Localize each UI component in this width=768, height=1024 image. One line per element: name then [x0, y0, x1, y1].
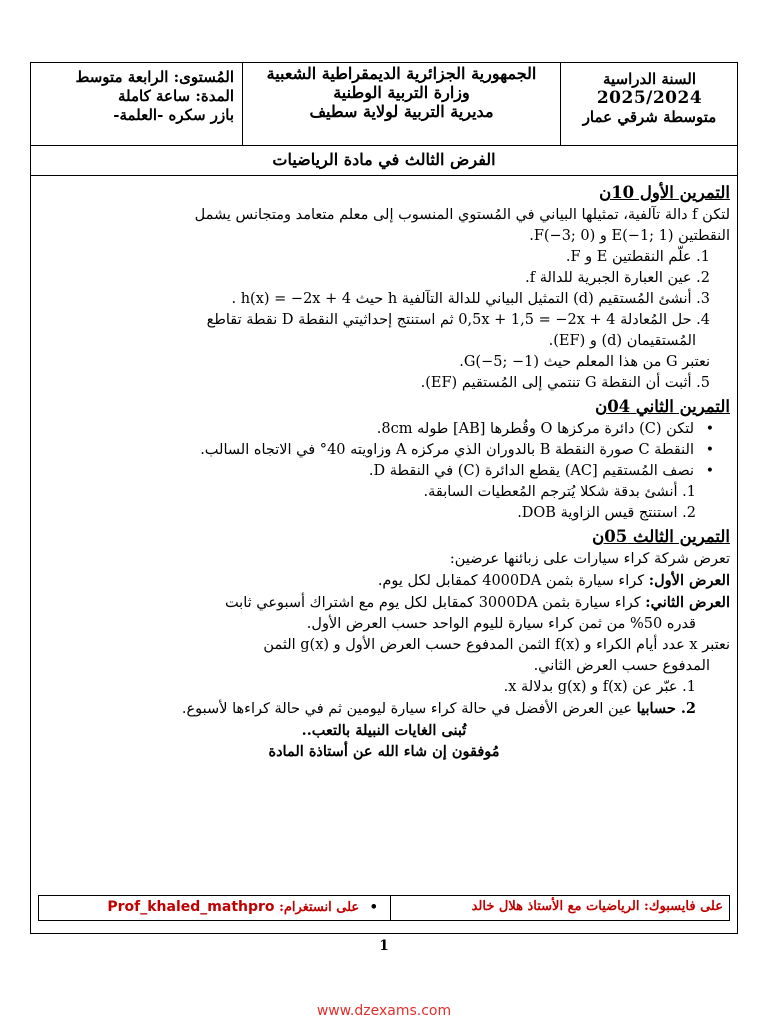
exercise-1-title: التمرين الأول 10ن [599, 183, 730, 202]
closing-quote: تُبنى الغايات النبيلة بالتعب.. [301, 722, 467, 739]
ex3-offer-2-text: كراء سيارة بثمن 3000DA كمقابل لكل يوم مع اشتراك أسبوعي ثابت [224, 595, 641, 611]
instagram-label: على انستغرام: [279, 900, 360, 915]
site-watermark[interactable]: www.dzexams.com [316, 1003, 452, 1019]
ex1-note: نعتبر G من هذا المعلم حيث G(−5; −1). [459, 354, 710, 370]
header-level-info [30, 62, 242, 145]
header-ministry-info [242, 62, 560, 145]
ex3-note: نعتبر x عدد أيام الكراء و f(x) الثمن المدفوع حسب العرض الأول و g(x) الثمن [263, 637, 730, 653]
ex1-intro-points: النقطتين E(−1; 1) و F(−3; 0). [529, 228, 730, 244]
exam-content [38, 180, 730, 762]
ex3-offer-1-text: كراء سيارة بثمن 4000DA كمقابل لكل يوم. [377, 573, 645, 589]
ex1-question-4: 4. حل المُعادلة 0,5x + 1,5 = −2x + 4 ثم استنتج إحداثيتي النقطة D نقطة تقاطع [206, 312, 710, 328]
ex3-question-2-label: 2. حسابيا [636, 700, 696, 717]
school-year: 2025/2024 [596, 88, 703, 108]
ex1-question-3: 3. أنشئ المُستقيم (d) التمثيل البياني للدالة التآلفية h حيث h(x) = −2x + 4 . [231, 291, 710, 307]
header-school-info [560, 62, 738, 145]
ex3-offer-1-label: العرض الأول: [648, 572, 730, 589]
ex2-question-2: 2. استنتج قيس الزاوية DOB. [517, 505, 696, 521]
page-number: 1 [379, 938, 389, 954]
ex1-question-1: 1. علّم النقطتين E و F. [565, 249, 710, 265]
school-year-label: السنة الدراسية [602, 70, 697, 88]
ex3-question-2-text: عين العرض الأفضل في حالة كراء سيارة ليومين ثم في حالة كراءها لأسبوع. [181, 701, 633, 717]
ex3-offer-2-label: العرض الثاني: [645, 594, 730, 611]
republic-name: الجمهورية الجزائرية الديمقراطية الشعبية [266, 64, 537, 83]
ex2-bullet-3: • نصف المُستقيم [AC) يقطع الدائرة (C) في النقطة D. [38, 461, 730, 482]
exercise-3-title: التمرين الثالث 05ن [592, 527, 730, 546]
ex1-intro: لتكن f دالة تآلفية، تمثيلها البياني في المُستوي المنسوب إلى معلم متعامد ومتجانس يشمل [194, 207, 730, 223]
closing-wish: مُوفقون إن شاء الله عن أستاذة المادة [268, 743, 500, 760]
ex2-bullet-2: • النقطة C صورة النقطة B بالدوران الذي مركزه A وزاويته 40° في الاتجاه السالب. [38, 440, 730, 461]
level-label: المُستوى: الرابعة متوسط [75, 68, 234, 86]
ex3-question-1: 1. عبّر عن f(x) و g(x) بدلالة x. [503, 679, 696, 695]
facebook-credit: على فايسبوك: الرياضيات مع الأستاذ هلال خالد [390, 896, 729, 920]
instagram-handle: Prof_khaled_mathpro [107, 899, 275, 915]
location-label: بازر سكره -العلمة- [113, 106, 234, 124]
directorate-name: مديرية التربية لولاية سطيف [309, 102, 494, 121]
ministry-name: وزارة التربية الوطنية [333, 83, 470, 102]
exam-header [30, 62, 738, 146]
ex3-offer-2-cont: قدره 50% من ثمن كراء سيارة لليوم الواحد حسب العرض الأول. [306, 616, 696, 632]
ex3-offer-2 [38, 592, 730, 614]
exercise-2-title: التمرين الثاني 04ن [595, 397, 730, 416]
ex2-bullet-1: • لتكن (C) دائرة مركزها O وقُطرها [AB] طوله 8cm. [38, 419, 730, 440]
bullet-icon: • [369, 900, 378, 915]
ex1-question-5: 5. أثبت أن النقطة G تنتمي إلى المُستقيم (EF). [420, 375, 710, 391]
social-footer [38, 895, 730, 921]
ex1-question-4-cont: المُستقيمان (d) و (EF). [548, 333, 696, 349]
ex2-question-1: 1. أنشئ بدقة شكلا يُترجم المُعطيات السابقة. [423, 484, 696, 500]
ex3-note-cont: المدفوع حسب العرض الثاني. [533, 658, 710, 674]
ex1-question-2: 2. عين العبارة الجبرية للدالة f. [525, 270, 710, 286]
school-name: متوسطة شرقي عمار [582, 108, 717, 126]
ex3-offer-1 [38, 570, 730, 592]
ex3-intro: تعرض شركة كراء سيارات على زبائنها عرضين: [449, 551, 730, 567]
exam-title: الفرض الثالث في مادة الرياضيات [30, 146, 738, 176]
instagram-credit [39, 896, 390, 920]
duration-label: المدة: ساعة كاملة [117, 87, 234, 105]
ex3-question-2 [38, 698, 730, 720]
